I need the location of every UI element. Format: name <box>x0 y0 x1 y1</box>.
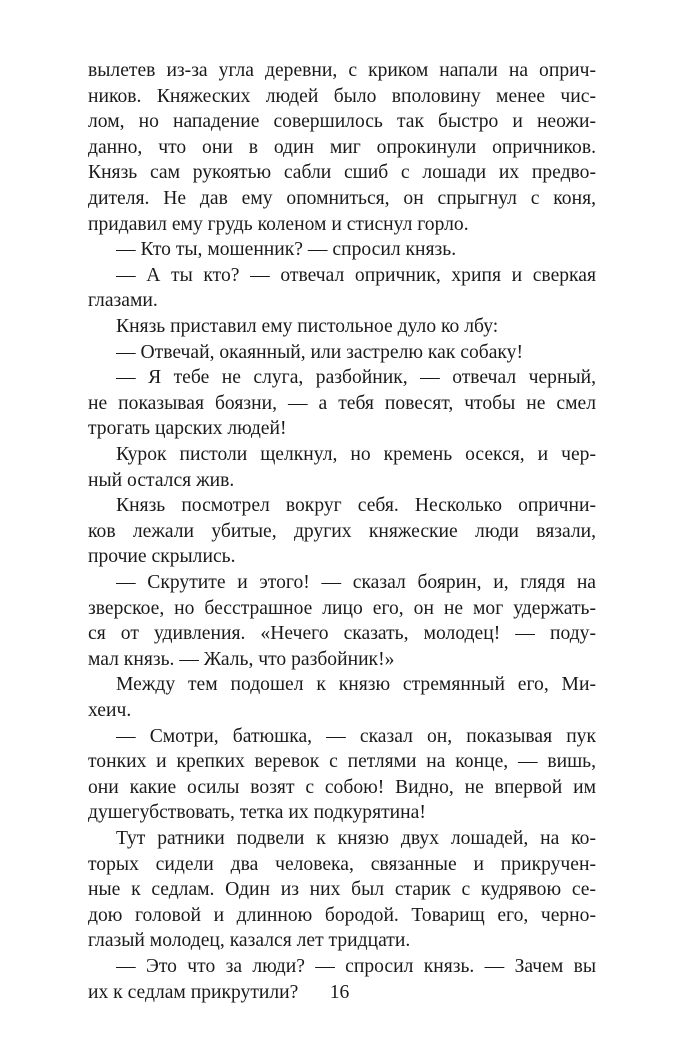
text-line: мал князь. — Жаль, что разбойник!» <box>88 648 395 670</box>
text-line: — Скрутите и этого! — сказал боярин, и, глядя на <box>116 572 596 593</box>
text-line: они какие осилы возят с собою! Видно, не впервой им <box>88 776 596 798</box>
text-line: данно, что они в один миг опрокинули опричников. <box>88 136 596 158</box>
text-line: хеич. <box>88 700 132 721</box>
text-line: ников. Княжеских людей было вполовину менее чис- <box>88 85 596 107</box>
text-line: Тут ратники подвели к князю двух лошадей, на ко- <box>116 828 596 849</box>
text-line: торых сидели два человека, связанные и прикручен- <box>88 853 596 875</box>
text-line: ные к седлам. Один из них был старик с кудрявою се- <box>88 879 596 901</box>
text-line: — Кто ты, мошенник? — спросил князь. <box>116 239 457 261</box>
text-line: зверское, но бесстрашное лицо его, он не мог удержать- <box>88 597 596 619</box>
text-line: — Я тебе не слуга, разбойник, — отвечал черный, <box>116 367 596 389</box>
text-line: придавил ему грудь коленом и стиснул горло. <box>88 213 469 235</box>
text-line: трогать царских людей! <box>88 418 287 440</box>
text-line: вылетев из-за угла деревни, с криком напали на оприч- <box>88 60 596 81</box>
text-line: глазый молодец, казался лет тридцати. <box>88 930 411 952</box>
text-line: дителя. Не дав ему опомниться, он спрыгнул с коня, <box>88 188 596 209</box>
text-line: Князь посмотрел вокруг себя. Несколько опрични- <box>116 495 596 517</box>
text-line: душегубствовать, тетка их подкурятина! <box>88 802 426 824</box>
text-line: ков лежали убитые, других княжеские люди вязали, <box>88 520 596 542</box>
text-line: — Смотри, батюшка, — сказал он, показывая пук <box>116 725 596 747</box>
text-line: Между тем подошел к князю стремянный его, Ми- <box>116 674 596 696</box>
text-line: дою головой и длинною бородой. Товарищ его, черно- <box>88 904 596 926</box>
text-line: тонких и крепких веревок с петлями на конце, — вишь, <box>88 751 596 773</box>
text-line: их к седлам прикрутили? <box>88 981 299 1003</box>
text-line: Курок пистоли щелкнул, но кремень осекся, и чер- <box>116 444 596 465</box>
text-line: ный остался жив. <box>88 469 235 491</box>
text-line: ся от удивления. «Нечего сказать, молодец! — поду- <box>88 623 596 645</box>
text-line: глазами. <box>88 290 158 312</box>
text-line: — А ты кто? — отвечал опричник, хрипя и сверкая <box>116 264 596 286</box>
text-line: Князь приставил ему пистольное дуло ко лбу: <box>116 316 499 337</box>
text-line: Князь сам рукоятью сабли сшиб с лошади их предво- <box>88 162 596 184</box>
text-line: прочие скрылись. <box>88 546 236 568</box>
page-number: 16 <box>329 982 350 1003</box>
text-line: лом, но нападение совершилось так быстро и неожи- <box>88 111 596 133</box>
text-line: не показывая боязни, — а тебя повесят, чтобы не смел <box>88 392 596 414</box>
text-line: — Это что за люди? — спросил князь. — Зачем вы <box>116 956 596 977</box>
text-line: — Отвечай, окаянный, или застрелю как собаку! <box>116 341 523 363</box>
